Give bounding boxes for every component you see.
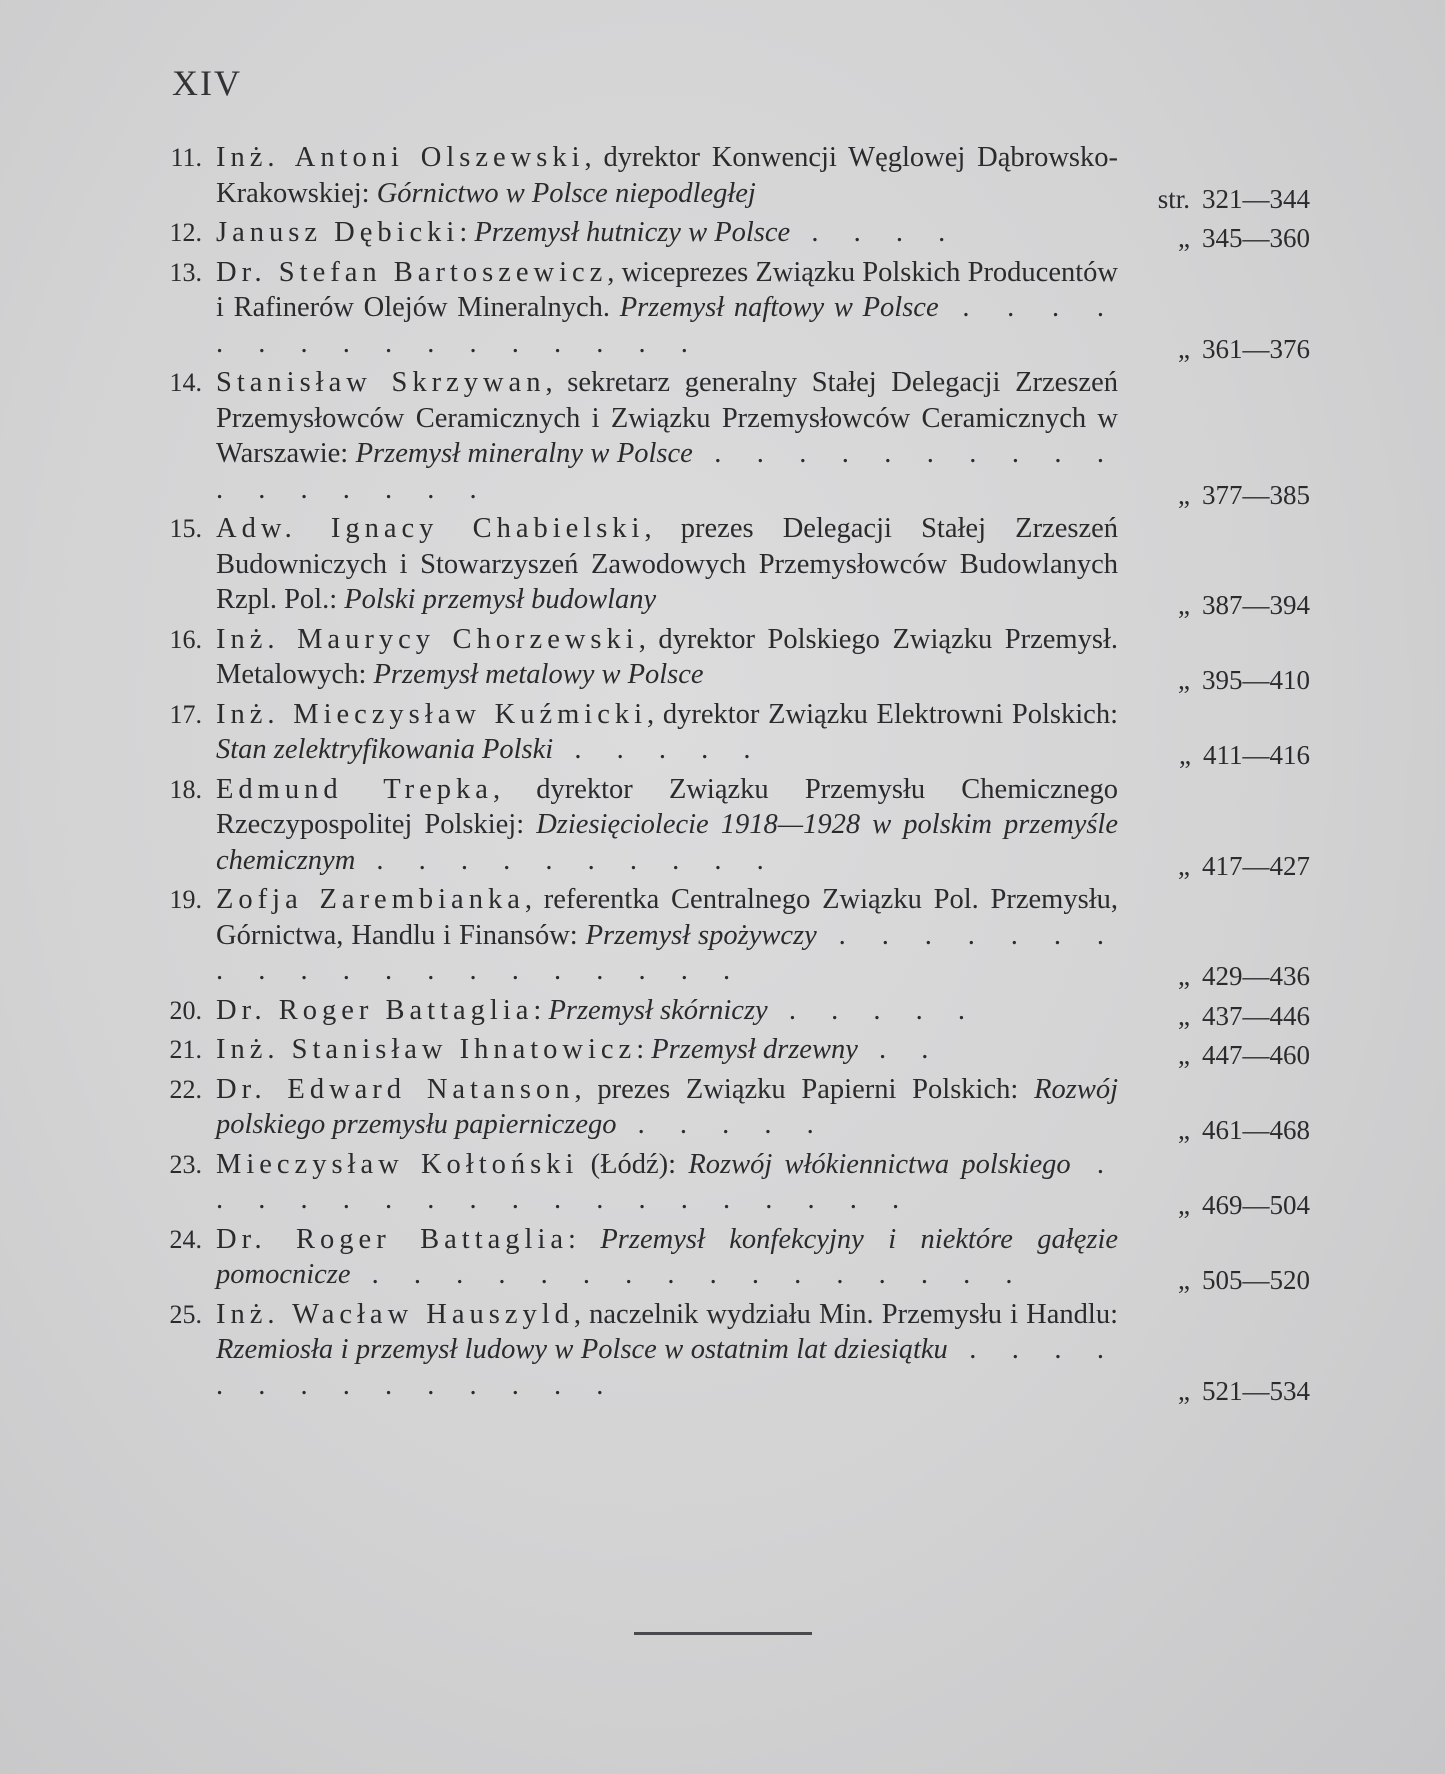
toc-entries bbox=[140, 140, 1310, 1406]
entry-number: 12. bbox=[169, 218, 202, 247]
toc-entry bbox=[140, 697, 1310, 768]
entry-leader-dots: . . . . . . . . . . . . . . . . . bbox=[216, 438, 1118, 505]
entry-page-range bbox=[1118, 999, 1310, 1035]
entry-page-prefix: str. bbox=[1157, 183, 1190, 214]
entry-number: 20. bbox=[169, 995, 202, 1025]
entry-pages: 395—410 bbox=[1202, 665, 1310, 695]
entry-page-range bbox=[1118, 182, 1310, 218]
entry-title: Górnictwo w Polsce niepodległej bbox=[376, 177, 756, 209]
entry-pages: 345—360 bbox=[1202, 223, 1310, 253]
entry-pages: 361—376 bbox=[1202, 333, 1310, 364]
toc-entry bbox=[140, 993, 1310, 1029]
entry-description: : bbox=[568, 1223, 601, 1255]
entry-number: 18. bbox=[169, 774, 202, 804]
entry-description: , dyrektor Konwencji Węglowej Dąbrowsko-Krakowskiej: bbox=[216, 142, 1119, 209]
entry-author: Dr. Roger Battaglia bbox=[216, 994, 534, 1026]
entry-title: Przemysł naftowy w Polsce bbox=[619, 292, 939, 323]
entry-page-range bbox=[1118, 738, 1310, 774]
entry-page-prefix: „ bbox=[1178, 665, 1190, 695]
entry-leader-dots: . . . . . . . . . . bbox=[355, 844, 778, 876]
entry-description: (Łódź): bbox=[578, 1148, 689, 1180]
entry-text bbox=[216, 882, 1118, 989]
entry-pages: 461—468 bbox=[1202, 1115, 1310, 1145]
entry-description: , wiceprezes Związku Polskich Producentów i Rafinerów Olejów Mineralnych. bbox=[216, 256, 1118, 323]
toc-entry bbox=[140, 772, 1310, 879]
entry-author: Dr. Roger Battaglia bbox=[216, 1223, 569, 1255]
entry-author: Inż. Maurycy Chorzewski bbox=[216, 623, 639, 655]
entry-description: , dyrektor Związku Przemysłu Chemicznego Rzeczypospolitej Polskiej: bbox=[216, 773, 1118, 840]
entry-page-range bbox=[1118, 1374, 1310, 1410]
entry-title: Polski przemysł budowlany bbox=[344, 584, 657, 615]
toc-entry bbox=[140, 1072, 1310, 1143]
entry-text bbox=[216, 1072, 1118, 1143]
entry-description: , sekretarz generalny Stałej Delegacji Zrzeszeń Przemysłowców Ceramicznych i Związku Przemysłowców Ceramicznych w Warszawie: bbox=[216, 367, 1118, 469]
entry-number: 19. bbox=[169, 885, 202, 914]
entry-number: 17. bbox=[169, 699, 202, 729]
entry-number: 11. bbox=[170, 143, 202, 172]
entry-leader-dots: . . . . . . . . . . . . . . . . bbox=[350, 1259, 1027, 1290]
entry-text bbox=[216, 993, 1118, 1029]
entry-pages: 321—344 bbox=[1202, 183, 1310, 214]
entry-page-range bbox=[1118, 1113, 1310, 1149]
toc-entry bbox=[140, 365, 1310, 510]
entry-title: Rzemiosła i przemysł ludowy w Polsce w ostatnim lat dziesiątku bbox=[216, 1334, 948, 1365]
entry-author: Dr. Stefan Bartoszewicz bbox=[216, 256, 608, 288]
entry-pages: 505—520 bbox=[1202, 1265, 1310, 1295]
toc-entry bbox=[140, 622, 1310, 693]
entry-number: 22. bbox=[169, 1074, 202, 1104]
entry-page-prefix: „ bbox=[1178, 1000, 1190, 1031]
entry-page-range bbox=[1118, 959, 1310, 995]
entry-number: 23. bbox=[169, 1149, 202, 1179]
entry-page-range bbox=[1118, 332, 1310, 368]
entry-author: Inż. Antoni Olszewski bbox=[216, 142, 585, 173]
entry-author: Inż. Wacław Hauszyld bbox=[216, 1298, 574, 1330]
toc-entry bbox=[140, 511, 1310, 618]
entry-title: Przemysł skórniczy bbox=[548, 994, 768, 1026]
toc-entry bbox=[140, 882, 1310, 989]
toc-entry bbox=[140, 1147, 1310, 1218]
entry-number: 21. bbox=[169, 1035, 202, 1064]
entry-title: Przemysł drzewny bbox=[651, 1034, 858, 1065]
entry-page-range bbox=[1118, 1038, 1310, 1074]
entry-description: , referentka Centralnego Związku Pol. Przemysłu, Górnictwa, Handlu i Finansów: bbox=[216, 884, 1118, 951]
entry-leader-dots: . . . . . bbox=[767, 994, 979, 1026]
entry-text bbox=[216, 255, 1118, 362]
entry-pages: 469—504 bbox=[1202, 1190, 1310, 1220]
entry-page-prefix: „ bbox=[1178, 590, 1190, 620]
toc-entry bbox=[140, 1297, 1310, 1404]
entry-description: , naczelnik wydziału Min. Przemysłu i Handlu: bbox=[573, 1298, 1118, 1330]
entry-title: Dziesięciolecie 1918—1928 w polskim przemyśle chemicznym bbox=[216, 809, 1118, 876]
page-number: XIV bbox=[172, 63, 242, 103]
entry-page-prefix: „ bbox=[1178, 1190, 1190, 1220]
entry-pages: 417—427 bbox=[1202, 850, 1310, 881]
entry-page-range bbox=[1118, 1188, 1310, 1224]
entry-author: Inż. Mieczysław Kuźmicki bbox=[216, 698, 648, 730]
entry-title: Przemysł metalowy w Polsce bbox=[373, 659, 704, 690]
entry-description: : bbox=[459, 217, 475, 248]
entry-page-prefix: „ bbox=[1179, 740, 1191, 770]
entry-text bbox=[216, 1222, 1118, 1293]
entry-leader-dots: . . . . . . . . . . . . . . . . . . bbox=[216, 1148, 1118, 1215]
entry-text bbox=[216, 1032, 1118, 1068]
entry-pages: 387—394 bbox=[1202, 590, 1310, 620]
entry-page-range bbox=[1118, 221, 1310, 257]
entry-text bbox=[216, 511, 1118, 618]
entry-author: Inż. Stanisław Ihnatowicz bbox=[216, 1034, 637, 1065]
closing-rule bbox=[634, 1632, 812, 1635]
entry-leader-dots: . . . . . . . . . . . . . . bbox=[216, 1334, 1118, 1401]
entry-leader-dots: . . . . . bbox=[553, 734, 765, 765]
entry-text bbox=[216, 697, 1118, 768]
entry-page-range bbox=[1118, 1263, 1310, 1299]
entry-pages: 447—460 bbox=[1202, 1040, 1310, 1070]
entry-number: 25. bbox=[169, 1299, 202, 1329]
entry-pages: 521—534 bbox=[1202, 1375, 1310, 1406]
entry-leader-dots: . . bbox=[857, 1034, 943, 1065]
entry-text bbox=[216, 1147, 1118, 1218]
entry-text bbox=[216, 772, 1118, 879]
entry-page-prefix: „ bbox=[1178, 1115, 1190, 1145]
entry-description: : bbox=[533, 994, 549, 1026]
entry-pages: 437—446 bbox=[1202, 1000, 1310, 1031]
entry-page-range bbox=[1118, 478, 1310, 514]
entry-pages: 411—416 bbox=[1203, 740, 1310, 770]
entry-text bbox=[216, 215, 1118, 251]
entry-number: 14. bbox=[169, 368, 202, 397]
entry-description: : bbox=[636, 1034, 652, 1065]
entry-title: Rozwój włókiennictwa polskiego bbox=[688, 1148, 1071, 1180]
entry-author: Dr. Edward Natanson bbox=[216, 1073, 575, 1105]
entry-author: Stanisław Skrzywan bbox=[216, 367, 546, 398]
entry-title: Przemysł hutniczy w Polsce bbox=[474, 217, 791, 248]
toc-entry bbox=[140, 255, 1310, 362]
entry-author: Adw. Ignacy Chabielski bbox=[216, 513, 645, 544]
entry-author: Janusz Dębicki bbox=[216, 217, 460, 248]
table-of-contents bbox=[140, 140, 1310, 1407]
entry-number: 15. bbox=[169, 514, 202, 543]
toc-entry bbox=[140, 215, 1310, 251]
entry-leader-dots: . . . . . . . . . . . . . . . . bbox=[216, 292, 1118, 359]
entry-description: , prezes Związku Papierni Polskich: bbox=[574, 1073, 1035, 1105]
entry-leader-dots: . . . . . bbox=[616, 1109, 828, 1140]
entry-title: Rozwój polskiego przemysłu papierniczego bbox=[216, 1073, 1118, 1140]
entry-page-prefix: „ bbox=[1178, 1040, 1190, 1070]
entry-page-range bbox=[1118, 849, 1310, 885]
entry-author: Mieczysław Kołtoński bbox=[216, 1148, 579, 1180]
entry-page-prefix: „ bbox=[1178, 961, 1190, 991]
entry-title: Przemysł mineralny w Polsce bbox=[355, 438, 693, 469]
entry-title: Przemysł konfekcyjny i niektóre gałęzie pomocnicze bbox=[216, 1223, 1119, 1290]
entry-number: 13. bbox=[169, 257, 202, 287]
entry-description: , prezes Delegacji Stałej Zrzeszeń Budowniczych i Stowarzyszeń Zawodowych Przemysłowców Budowlanych Rzpl. Pol.: bbox=[216, 513, 1118, 615]
entry-page-prefix: „ bbox=[1178, 333, 1190, 364]
entry-leader-dots: . . . . bbox=[790, 217, 960, 248]
entry-page-prefix: „ bbox=[1178, 1265, 1190, 1295]
toc-entry bbox=[140, 140, 1310, 214]
entry-text bbox=[216, 140, 1118, 211]
entry-description: , dyrektor Związku Elektrowni Polskich: bbox=[647, 698, 1118, 730]
entry-page-prefix: „ bbox=[1178, 223, 1190, 253]
entry-page-prefix: „ bbox=[1178, 850, 1190, 881]
toc-entry bbox=[140, 1032, 1310, 1068]
toc-entry bbox=[140, 1222, 1310, 1293]
entry-author: Edmund Trepka bbox=[216, 773, 493, 805]
entry-pages: 429—436 bbox=[1202, 961, 1310, 991]
entry-page-prefix: „ bbox=[1178, 1375, 1190, 1406]
entry-title: Przemysł spożywczy bbox=[585, 919, 817, 951]
entry-page-range bbox=[1118, 588, 1310, 624]
entry-text bbox=[216, 622, 1118, 693]
entry-description: , dyrektor Polskiego Związku Przemysł. Metalowych: bbox=[216, 623, 1118, 690]
entry-leader-dots: . . . . . . . . . . . . . . . . . . . . bbox=[216, 919, 1119, 986]
entry-text bbox=[216, 365, 1118, 507]
entry-page-range bbox=[1118, 663, 1310, 699]
entry-number: 16. bbox=[169, 624, 202, 654]
entry-pages: 377—385 bbox=[1202, 479, 1310, 510]
entry-page-prefix: „ bbox=[1178, 479, 1190, 510]
entry-author: Zofja Zarembianka bbox=[216, 884, 525, 915]
entry-number: 24. bbox=[169, 1224, 202, 1254]
entry-title: Stan zelektryfikowania Polski bbox=[216, 734, 554, 765]
entry-text bbox=[216, 1297, 1118, 1404]
